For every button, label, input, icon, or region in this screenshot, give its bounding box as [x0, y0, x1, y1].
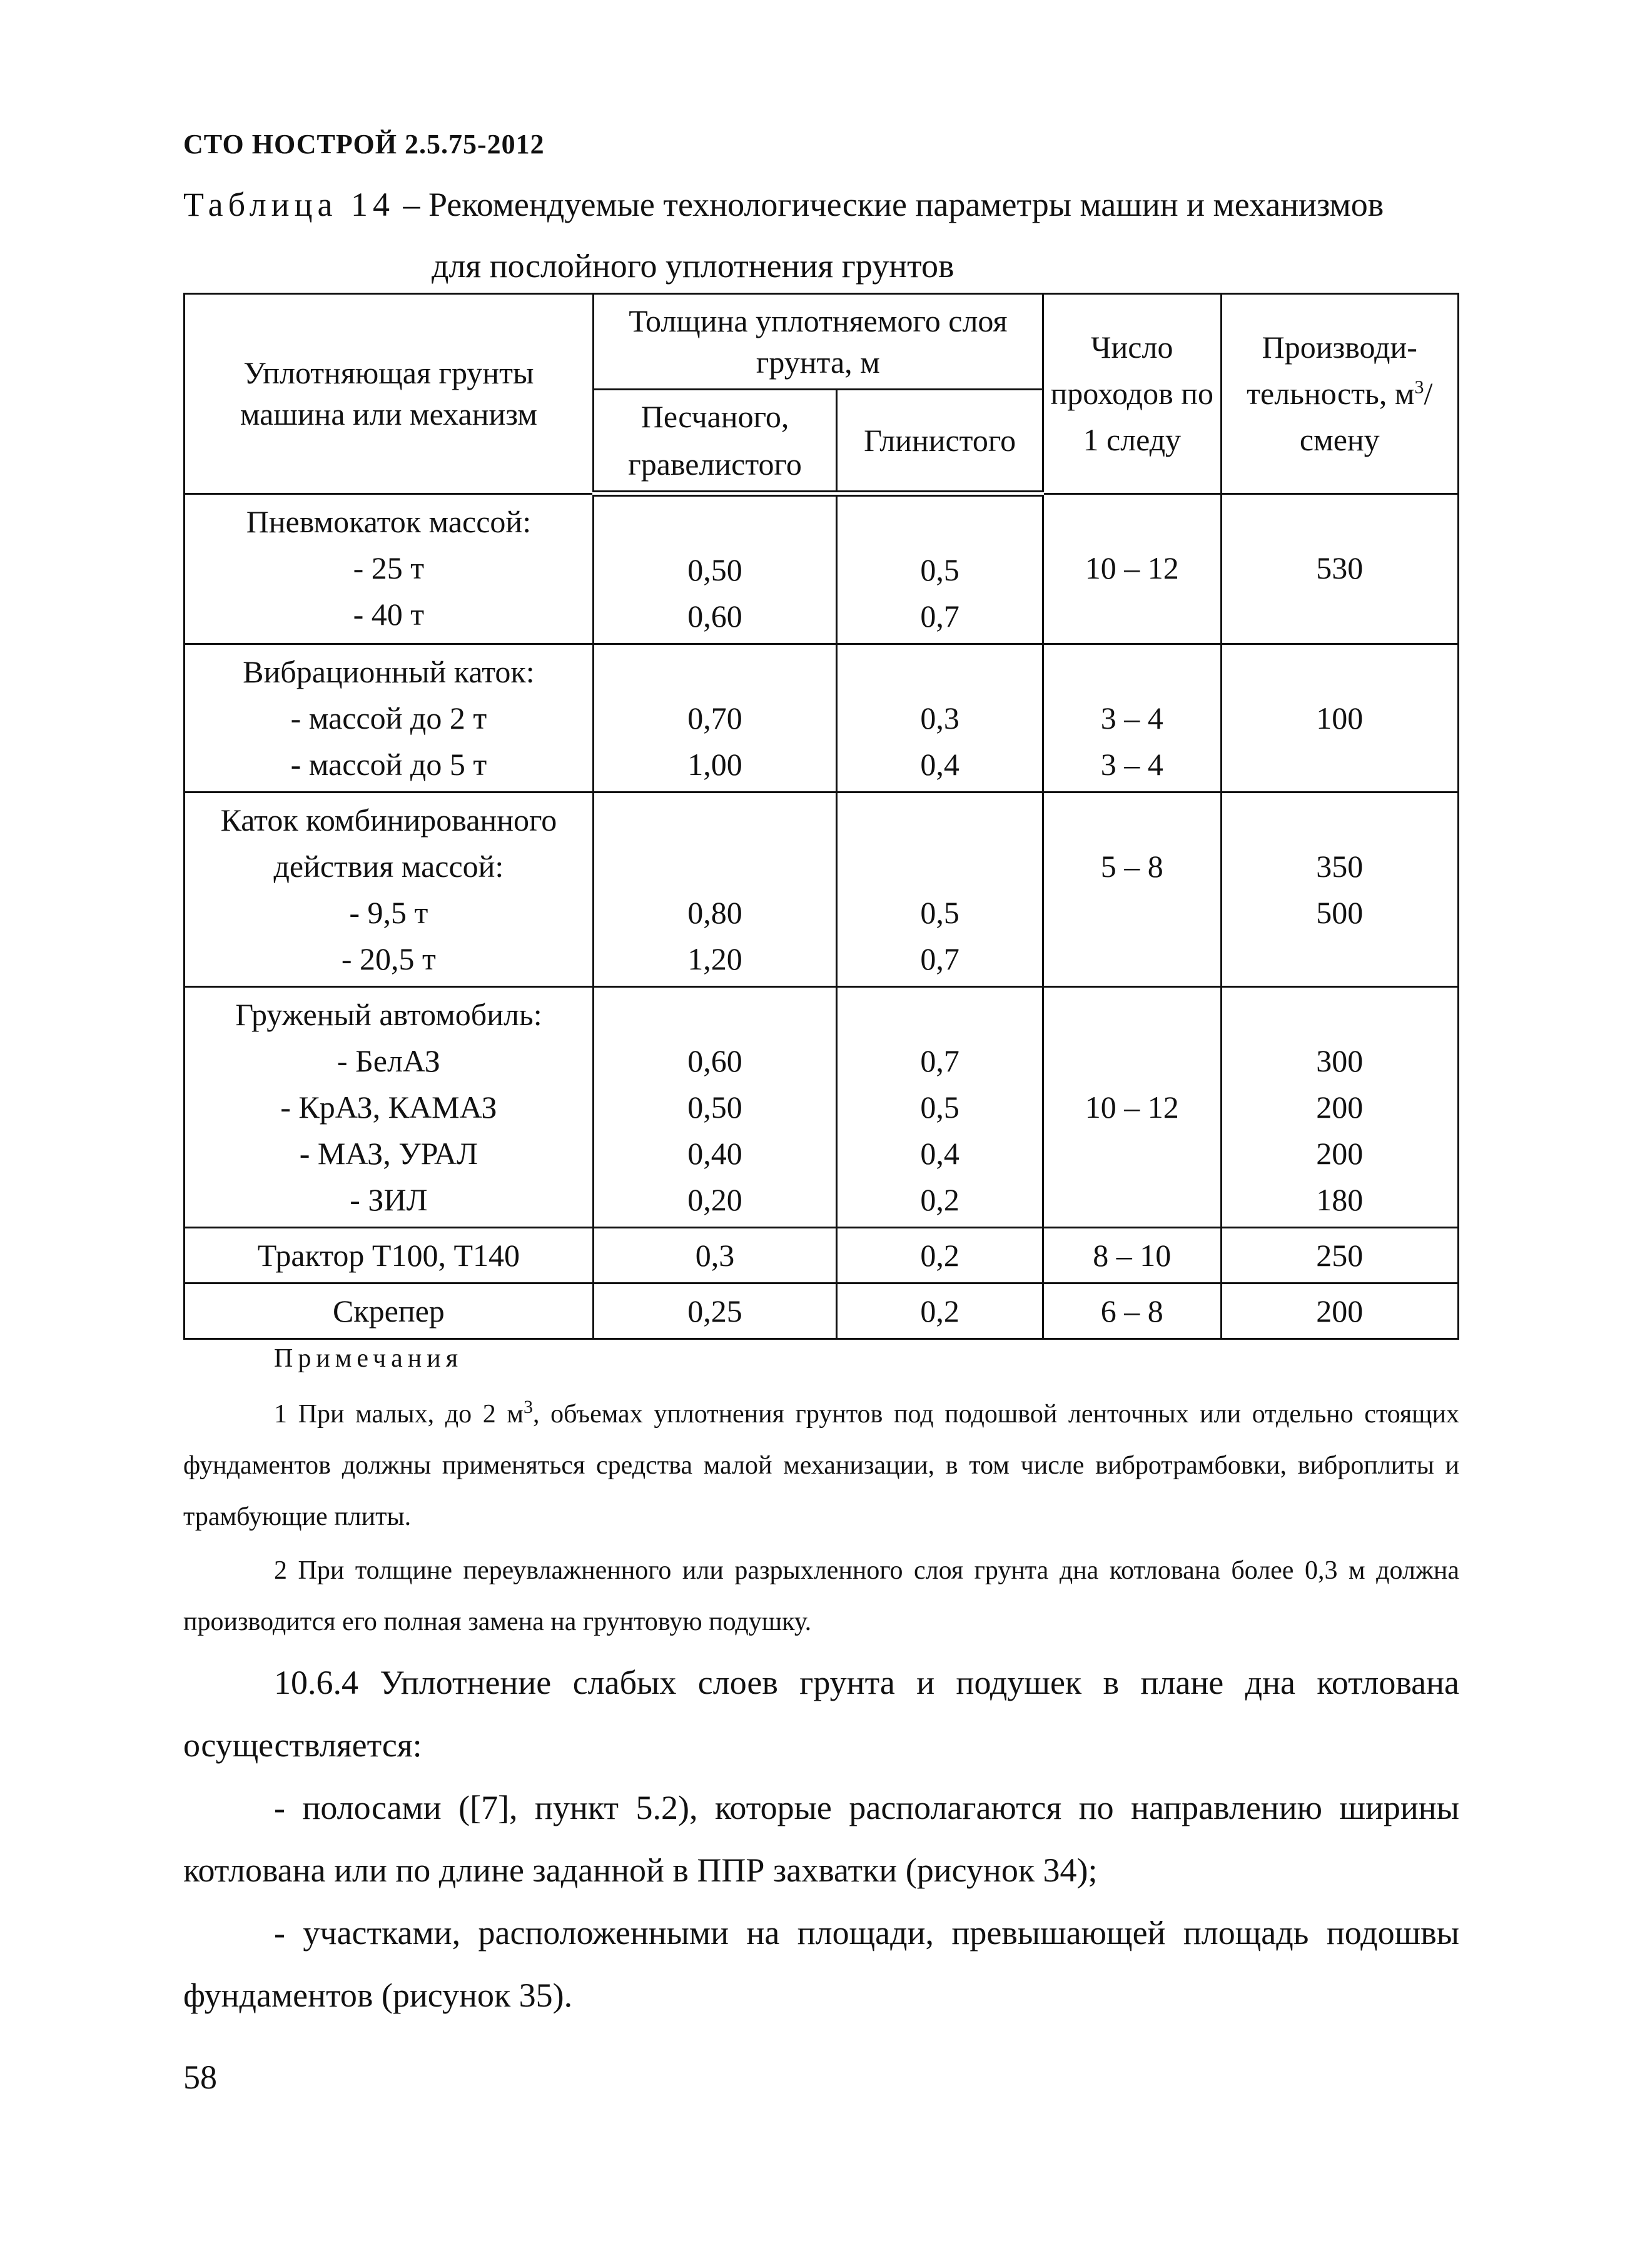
cell-line [1227, 741, 1452, 787]
cell-passes [1043, 1228, 1221, 1283]
cell-clay [837, 1283, 1043, 1339]
cell-passes [1043, 987, 1221, 1228]
cell-line [599, 649, 831, 695]
cell-line: 350 [1316, 849, 1364, 884]
cell-line: действия массой: [273, 849, 504, 884]
cell-passes [1043, 1283, 1221, 1339]
cell-productivity [1221, 1283, 1458, 1339]
cell-line: 3 – 4 [1100, 701, 1163, 736]
cell-productivity [1221, 987, 1458, 1228]
cell-line [599, 797, 831, 843]
cell-line: - БелАЗ [337, 1043, 440, 1078]
cell-productivity [1221, 494, 1458, 644]
cell-line [1049, 1177, 1215, 1223]
header-passes: Число проходов по 1 следу [1043, 294, 1221, 494]
cell-line: - массой до 2 т [290, 701, 487, 736]
cell-line: 0,5 [920, 552, 959, 587]
table-row [185, 644, 1459, 792]
cell-line: 0,60 [687, 599, 742, 634]
cell-clay [837, 1228, 1043, 1283]
cell-line [599, 843, 831, 889]
cell-sandy [593, 792, 837, 987]
header-productivity-text: Производи-тельность, м [1247, 330, 1417, 412]
header-clay: Глинистого [837, 390, 1043, 494]
cell-line [843, 500, 1037, 547]
table-body [185, 494, 1459, 1339]
table-row [185, 1228, 1459, 1283]
cell-line [599, 991, 831, 1038]
table-row [185, 494, 1459, 644]
cell-line: - 20,5 т [341, 941, 436, 976]
cell-line: 3 – 4 [1100, 747, 1163, 782]
note-1-sup: 3 [523, 1397, 533, 1417]
cell-line: Пневмокаток массой: [246, 504, 532, 539]
notes-title: Примечания [274, 1344, 463, 1373]
cell-line: Трактор Т100, Т140 [257, 1238, 520, 1273]
cell-line [843, 843, 1037, 889]
cell-line: 0,2 [920, 1182, 959, 1217]
paragraph-10-6-4: 10.6.4 Уплотнение слабых слоев грунта и подушек в плане дна котлована осуществляется: [183, 1664, 1459, 1764]
cell-line: 0,7 [920, 941, 959, 976]
cell-line [1049, 889, 1215, 936]
cell-line [1049, 1038, 1215, 1084]
table-title-line2: для послойного уплотнения грунтов [432, 247, 954, 285]
cell-sandy [593, 1283, 837, 1339]
table-row [185, 792, 1459, 987]
cell-line [1049, 499, 1215, 545]
cell-line [1049, 991, 1215, 1038]
cell-line: Каток комбинированного [220, 802, 557, 838]
cell-productivity [1221, 644, 1458, 792]
cell-machine [185, 1283, 594, 1339]
cell-line: 0,7 [920, 599, 959, 634]
header-sandy: Песчаного, гравелистого [593, 390, 837, 494]
table-label: Таблица 14 [183, 186, 395, 223]
cell-line [1049, 936, 1215, 982]
cell-line: 500 [1316, 895, 1364, 930]
cell-line: 6 – 8 [1100, 1293, 1163, 1329]
note-1 [183, 1389, 1459, 1542]
cell-line: - массой до 5 т [290, 747, 487, 782]
cell-line: - ЗИЛ [350, 1182, 428, 1217]
cell-line: 530 [1316, 550, 1364, 585]
cell-machine [185, 644, 594, 792]
cell-line [843, 797, 1037, 843]
cell-line: 0,2 [920, 1238, 959, 1273]
cell-line: 300 [1316, 1043, 1364, 1078]
cell-line: 200 [1316, 1293, 1364, 1329]
cell-line: - МАЗ, УРАЛ [299, 1136, 478, 1171]
cell-line [1049, 591, 1215, 637]
parameters-table [183, 293, 1459, 1340]
cell-clay [837, 987, 1043, 1228]
cell-machine [185, 1228, 594, 1283]
cell-line [1049, 1130, 1215, 1177]
table-row [185, 1283, 1459, 1339]
page-number: 58 [183, 2058, 217, 2096]
cell-line [1227, 499, 1452, 545]
header-productivity [1221, 294, 1458, 494]
cell-line [1227, 797, 1452, 843]
cell-line: 0,40 [687, 1136, 742, 1171]
cell-line: 10 – 12 [1085, 550, 1179, 585]
cell-line [1049, 649, 1215, 695]
cell-line: 0,7 [920, 1043, 959, 1078]
cell-line: 250 [1316, 1238, 1364, 1273]
table-row [185, 987, 1459, 1228]
cell-line: 0,25 [687, 1293, 742, 1329]
cell-machine [185, 792, 594, 987]
cell-line: 1,00 [687, 747, 742, 782]
header-productivity-unit: /смену [1299, 376, 1433, 458]
cell-line [843, 649, 1037, 695]
cell-line: 0,5 [920, 895, 959, 930]
cell-line: 0,4 [920, 1136, 959, 1171]
header-thickness: Толщина уплотняемого слоя грунта, м [593, 294, 1043, 390]
paragraph-strips: - полосами ([7], пункт 5.2), которые располагаются по направлению ширины котлована или по длине заданной в ППР захватки (рисунок 34); [183, 1789, 1459, 1889]
cell-sandy [593, 644, 837, 792]
cell-passes [1043, 792, 1221, 987]
cell-line: 0,70 [687, 701, 742, 736]
header-productivity-sup: 3 [1414, 377, 1424, 398]
cell-sandy [593, 494, 837, 644]
cell-line [1227, 649, 1452, 695]
paragraph-areas: - участками, расположенными на площади, превышающей площадь подошвы фундаментов (рисунок 35). [183, 1914, 1459, 2014]
cell-line: 0,3 [920, 701, 959, 736]
cell-machine [185, 987, 594, 1228]
cell-line: 8 – 10 [1093, 1238, 1172, 1273]
cell-line: Вибрационный каток: [243, 654, 535, 689]
cell-line: 0,80 [687, 895, 742, 930]
cell-line: 0,50 [687, 552, 742, 587]
cell-line: 0,4 [920, 747, 959, 782]
cell-line [1049, 797, 1215, 843]
cell-passes [1043, 644, 1221, 792]
cell-line: 100 [1316, 701, 1364, 736]
header-machine: Уплотняющая грунты машина или механизм [185, 294, 594, 494]
cell-productivity [1221, 792, 1458, 987]
cell-line: 0,60 [687, 1043, 742, 1078]
cell-line: 0,5 [920, 1090, 959, 1125]
cell-clay [837, 644, 1043, 792]
cell-line: - 40 т [353, 596, 425, 632]
cell-clay [837, 494, 1043, 644]
cell-line: 200 [1316, 1136, 1364, 1171]
cell-line: 10 – 12 [1085, 1090, 1179, 1125]
table-title-line1: – Рекомендуемые технологические параметры машин и механизмов [394, 186, 1384, 223]
cell-line: Груженый автомобиль: [235, 997, 542, 1032]
note-1-text-b: , объемах уплотнения грунтов под подошвой ленточных или отдельно стоящих фундаментов должны применяться средства малой механизации, в том числе вибротрамбовки, виброплиты и трамбующие плиты. [183, 1400, 1459, 1531]
cell-line: - 9,5 т [349, 895, 428, 930]
cell-line: - 25 т [353, 550, 425, 585]
cell-productivity [1221, 1228, 1458, 1283]
table-caption [183, 188, 1459, 221]
cell-passes [1043, 494, 1221, 644]
cell-line: 0,2 [920, 1293, 959, 1329]
cell-line [1227, 591, 1452, 637]
note-1-text-a: 1 При малых, до 2 м [274, 1400, 524, 1429]
cell-line: 180 [1316, 1182, 1364, 1217]
cell-line: 0,50 [687, 1090, 742, 1125]
note-2: 2 При толщине переувлажненного или разрыхленного слоя грунта дна котлована более 0,3 м должна производится его полная замена на грунтовую подушку. [183, 1556, 1459, 1636]
cell-line: 200 [1316, 1090, 1364, 1125]
cell-line: 1,20 [687, 941, 742, 976]
cell-line: 0,3 [695, 1238, 735, 1273]
cell-line [1227, 991, 1452, 1038]
cell-line: 0,20 [687, 1182, 742, 1217]
cell-line [843, 991, 1037, 1038]
cell-line: 5 – 8 [1100, 849, 1163, 884]
cell-line: - КрАЗ, КАМАЗ [280, 1090, 497, 1125]
document-header: СТО НОСТРОЙ 2.5.75-2012 [183, 129, 545, 159]
cell-sandy [593, 1228, 837, 1283]
cell-sandy [593, 987, 837, 1228]
cell-line: Скрепер [332, 1293, 445, 1329]
cell-line [1227, 936, 1452, 982]
cell-clay [837, 792, 1043, 987]
cell-line [599, 500, 831, 547]
cell-machine [185, 494, 594, 644]
